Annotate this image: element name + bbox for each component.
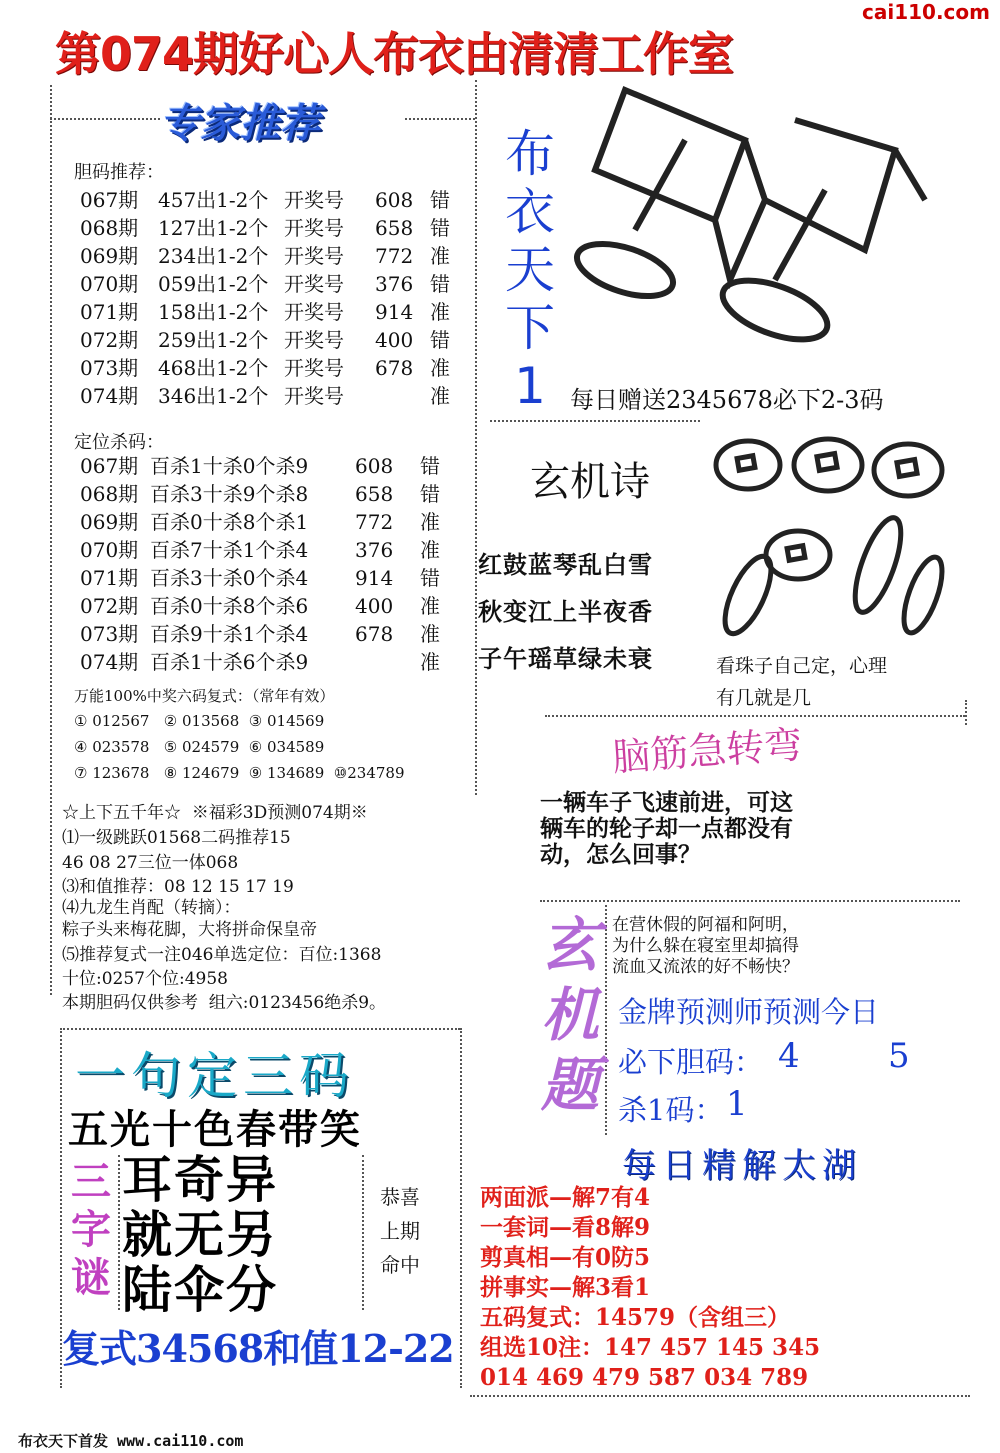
- congrats: [380, 1180, 420, 1282]
- dan-cell-pick: 346出1-2个: [158, 384, 269, 408]
- yiju-title: 一句定三码: [75, 1047, 355, 1105]
- divider: [60, 1028, 460, 1030]
- kill-pick-value: 1: [726, 1084, 748, 1124]
- kill-cell-verdict: 准: [420, 622, 440, 646]
- dan-cell-pick: 127出1-2个: [158, 216, 269, 240]
- wanneng-label: 万能100%中奖六码复式：（常年有效）: [74, 687, 335, 705]
- wanneng-row: ① 012567 ② 013568 ③ 014569: [74, 712, 325, 730]
- kill-cell-period: 070期: [80, 538, 139, 562]
- dan-cell-verdict: 准: [430, 244, 450, 268]
- coin-drawing: [565, 80, 945, 370]
- kill-cell-result: 608: [355, 454, 394, 478]
- divider: [362, 1155, 364, 1310]
- taihu-line: 两面派—解7有4: [480, 1184, 651, 1211]
- poem-line: 子午瑶草绿未衰: [478, 645, 653, 673]
- xuanji-ti-char: 机: [540, 981, 599, 1049]
- kill-cell-verdict: 准: [420, 650, 440, 674]
- dan-cell-result: 376: [375, 272, 414, 296]
- kill-cell-pick: 百杀1十杀0个杀9: [150, 454, 309, 478]
- taihu-line: 一套词—看8解9: [480, 1214, 651, 1241]
- buyi-char: 布: [505, 125, 555, 183]
- dan-cell-result: 608: [375, 188, 414, 212]
- dan-pick-b: 5: [888, 1036, 910, 1076]
- brain-line: 辆车的轮子却一点都没有: [540, 815, 793, 842]
- kill-cell-period: 074期: [80, 650, 139, 674]
- sanzi-line: 耳奇异: [122, 1150, 278, 1209]
- divider: [965, 700, 967, 725]
- dan-pick-label: 必下胆码：: [618, 1045, 764, 1079]
- dan-cell-result: 658: [375, 216, 414, 240]
- kill-cell-verdict: 错: [420, 566, 440, 590]
- kill-cell-result: 400: [355, 594, 394, 618]
- dan-cell-label: 开奖号: [284, 272, 344, 296]
- taihu-title: 每日精解太湖: [622, 1146, 862, 1186]
- bead-note-line: 看珠子自己定，心理: [716, 655, 888, 677]
- kill-cell-result: 376: [355, 538, 394, 562]
- yiju-phrase: 五光十色春带笑: [68, 1106, 362, 1153]
- dan-cell-label: 开奖号: [284, 216, 344, 240]
- dan-cell-pick: 468出1-2个: [158, 356, 269, 380]
- divider: [475, 80, 477, 795]
- coin-image-beads: [708, 425, 948, 640]
- sanzi-label: [66, 1158, 116, 1302]
- brain-line: 一辆车子飞速前进，可这: [540, 789, 793, 816]
- wanneng-row: ④ 023578 ⑤ 024579 ⑥ 034589: [74, 738, 325, 756]
- kill-pick-label: 杀1码：: [618, 1093, 724, 1127]
- taihu-line: 组选10注：147 457 145 345: [480, 1334, 821, 1361]
- expert-heading: 专家推荐: [160, 101, 320, 147]
- history-line: ⑴一级跳跃01568二码推荐15: [62, 828, 291, 848]
- sanzi-line: 就无另: [122, 1205, 278, 1264]
- dan-cell-verdict: 错: [430, 188, 450, 212]
- dan-cell-pick: 158出1-2个: [158, 300, 269, 324]
- brain-text: [540, 790, 793, 868]
- dan-label: 胆码推荐：: [74, 162, 164, 183]
- dan-cell-pick: 457出1-2个: [158, 188, 269, 212]
- congrats-line: 上期: [380, 1219, 420, 1243]
- dan-cell-verdict: 准: [430, 384, 450, 408]
- xuanji-poem-title: 玄机诗: [530, 459, 650, 505]
- site-logo[interactable]: cai110.com: [862, 0, 990, 24]
- history-line: ☆上下五千年☆ ※福彩3D预测074期※: [62, 803, 368, 823]
- kill-cell-period: 071期: [80, 566, 139, 590]
- divider: [605, 905, 607, 1135]
- taihu-line: 剪真相—有0防5: [480, 1244, 651, 1271]
- gold-title: 金牌预测师预测今日: [618, 995, 880, 1029]
- kill-cell-period: 067期: [80, 454, 139, 478]
- history-line: 本期胆码仅供参考 组六:0123456绝杀9。: [62, 993, 387, 1013]
- sanzi-riddle: [122, 1152, 278, 1317]
- dan-cell-verdict: 错: [430, 328, 450, 352]
- buyi-char: 下: [505, 299, 555, 357]
- kill-cell-result: 678: [355, 622, 394, 646]
- kill-label: 定位杀码：: [74, 432, 164, 453]
- kill-cell-pick: 百杀0十杀8个杀6: [150, 594, 309, 618]
- dan-cell-pick: 234出1-2个: [158, 244, 269, 268]
- kill-cell-result: 772: [355, 510, 394, 534]
- sanzi-char: 三: [71, 1158, 111, 1205]
- left-border: [50, 85, 52, 995]
- coin-image-top: [565, 80, 945, 370]
- kill-cell-pick: 百杀3十杀0个杀4: [150, 566, 309, 590]
- wanneng-row: ⑦ 123678 ⑧ 124679 ⑨ 134689 ⑩234789: [74, 764, 405, 782]
- xuanji-ti-line: 在营休假的阿福和阿明，: [612, 915, 799, 935]
- kill-cell-verdict: 准: [420, 510, 440, 534]
- xuanji-ti-text: [612, 915, 799, 978]
- dan-cell-verdict: 准: [430, 356, 450, 380]
- footer-text: 布衣天下首发 www.cai110.com: [18, 1432, 244, 1450]
- dan-cell-period: 071期: [80, 300, 139, 324]
- page-title: 第074期好心人布衣由清清工作室: [55, 27, 734, 76]
- sanzi-char: 字: [71, 1206, 111, 1253]
- dan-cell-period: 068期: [80, 216, 139, 240]
- sanzi-char: 谜: [71, 1254, 111, 1301]
- kill-cell-period: 073期: [80, 622, 139, 646]
- sanzi-line: 陆伞分: [122, 1260, 278, 1319]
- xuanji-ti-vertical: [540, 910, 600, 1120]
- divider: [405, 118, 475, 120]
- dan-cell-period: 070期: [80, 272, 139, 296]
- xuanji-ti-line: 为什么躲在寝室里却搞得: [612, 936, 799, 956]
- kill-cell-verdict: 错: [420, 454, 440, 478]
- dan-cell-period: 067期: [80, 188, 139, 212]
- xuanji-ti-char: 玄: [540, 911, 599, 979]
- brain-line: 动，怎么回事？: [540, 841, 701, 868]
- kill-cell-period: 069期: [80, 510, 139, 534]
- divider: [50, 118, 160, 120]
- dan-cell-label: 开奖号: [284, 188, 344, 212]
- divider: [118, 1155, 120, 1310]
- dan-cell-verdict: 准: [430, 300, 450, 324]
- taihu-line: 拼事实—解3看1: [480, 1274, 651, 1301]
- dan-cell-period: 069期: [80, 244, 139, 268]
- xuanji-ti-line: 流血又流浓的好不畅快？: [612, 957, 799, 977]
- kill-cell-pick: 百杀3十杀9个杀8: [150, 482, 309, 506]
- dan-cell-result: 914: [375, 300, 414, 324]
- divider: [490, 420, 700, 422]
- kill-cell-pick: 百杀9十杀1个杀4: [150, 622, 309, 646]
- dan-cell-pick: 059出1-2个: [158, 272, 269, 296]
- dan-cell-result: 772: [375, 244, 414, 268]
- kill-cell-pick: 百杀1十杀6个杀9: [150, 650, 309, 674]
- buyi-char: 衣: [505, 183, 555, 241]
- history-line: ⑶和值推荐：08 12 15 17 19: [62, 877, 294, 897]
- dan-cell-label: 开奖号: [284, 300, 344, 324]
- kill-cell-verdict: 错: [420, 482, 440, 506]
- gift-text: 每日赠送2345678必下2-3码: [570, 386, 884, 414]
- dan-cell-result: 678: [375, 356, 414, 380]
- buyi-char: 天: [505, 241, 555, 299]
- poem-line: 秋变江上半夜香: [478, 598, 653, 626]
- dan-pick-a: 4: [778, 1036, 800, 1076]
- taihu-line: 014 469 479 587 034 789: [480, 1364, 809, 1391]
- dan-cell-period: 074期: [80, 384, 139, 408]
- kill-cell-result: 658: [355, 482, 394, 506]
- taihu-line: 五码复式：14579（含组三）: [480, 1304, 791, 1331]
- bead-note-line: 有几就是几: [716, 687, 812, 709]
- brain-title: 脑筋急转弯: [610, 722, 804, 780]
- taihu-text: [480, 1183, 820, 1393]
- congrats-line: 命中: [380, 1253, 420, 1277]
- dan-cell-period: 073期: [80, 356, 139, 380]
- dan-cell-label: 开奖号: [284, 244, 344, 268]
- fushi-banner: 复式34568和值12-22: [62, 1326, 454, 1371]
- kill-cell-pick: 百杀0十杀8个杀1: [150, 510, 309, 534]
- congrats-line: 恭喜: [380, 1185, 420, 1209]
- divider: [540, 900, 960, 902]
- history-line: 十位:0257个位:4958: [62, 969, 228, 989]
- dan-cell-pick: 259出1-2个: [158, 328, 269, 352]
- divider: [460, 1028, 462, 1388]
- history-line: ⑷九龙生肖配（转摘）：: [62, 898, 241, 918]
- kill-cell-result: 914: [355, 566, 394, 590]
- dan-cell-label: 开奖号: [284, 328, 344, 352]
- kill-cell-pick: 百杀7十杀1个杀4: [150, 538, 309, 562]
- dan-cell-verdict: 错: [430, 216, 450, 240]
- bead-note: [716, 650, 887, 714]
- dan-cell-period: 072期: [80, 328, 139, 352]
- buyi-char: 1: [514, 357, 546, 415]
- dan-cell-result: 400: [375, 328, 414, 352]
- dan-cell-label: 开奖号: [284, 384, 344, 408]
- dan-cell-verdict: 错: [430, 272, 450, 296]
- kill-cell-verdict: 准: [420, 538, 440, 562]
- history-line: 粽子头来梅花脚，大将拼命保皇帝: [62, 920, 317, 940]
- history-line: 46 08 27三位一体068: [62, 853, 239, 873]
- divider: [470, 1395, 970, 1397]
- xuanji-ti-char: 题: [540, 1051, 599, 1119]
- buyi-vertical: [500, 125, 560, 415]
- kill-cell-period: 068期: [80, 482, 139, 506]
- bead-drawing: [708, 425, 948, 640]
- poem-line: 红鼓蓝琴乱白雪: [478, 551, 653, 579]
- kill-cell-verdict: 准: [420, 594, 440, 618]
- history-line: ⑸推荐复式一注046单选定位：百位:1368: [62, 945, 382, 965]
- kill-cell-period: 072期: [80, 594, 139, 618]
- dan-cell-label: 开奖号: [284, 356, 344, 380]
